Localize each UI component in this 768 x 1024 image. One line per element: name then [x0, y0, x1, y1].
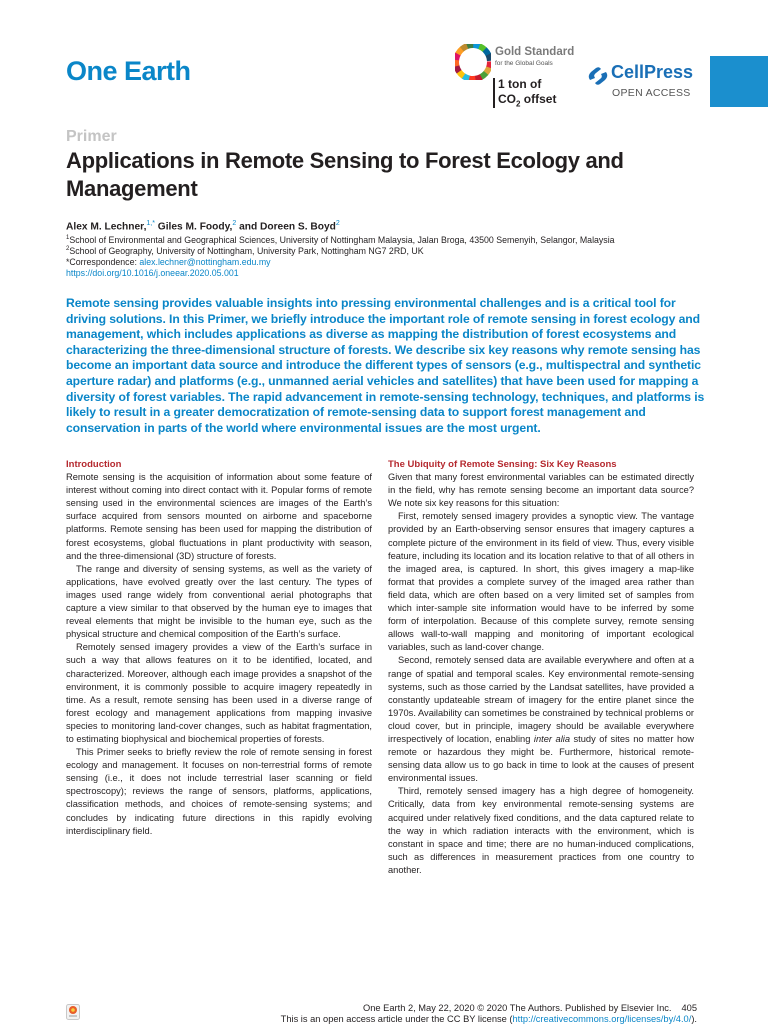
footer-citation: One Earth 2, May 22, 2020 © 2020 The Authors. Published by Elsevier Inc. 405 — [362, 1003, 697, 1013]
article-title: Applications in Remote Sensing to Forest Ecology and Management — [66, 148, 624, 201]
author-affiliation-mark: 2 — [335, 220, 340, 227]
author-name: Giles M. Foody, — [154, 221, 233, 233]
cellpress-logo-text: CellPress — [611, 62, 694, 82]
author-list — [66, 220, 340, 232]
gold-standard-title: Gold Standard — [495, 46, 575, 58]
offset-line-2: $CO_2$ offset — [498, 92, 557, 109]
left-column — [66, 458, 372, 838]
body-paragraph: Second, remotely sensed data are available everywhere and often at a range of spatial and temporal scales. Key environmental remote-sensing systems, such as those carried by the Landsat satellites, have provided a constantly updateable stream of imagery for the entire planet since the 1970s. Availability can sometimes be constrained by technical problems or cloud cover, but in principle, imagery should be available everywhere irrespectively of location, enabling inter alia study of sites no matter how remote or hazardous they might be. Furthermore, historical remote-sensing data allow us to go back in time to look at the causes of present environmental issues. — [388, 655, 694, 784]
section-heading-six-reasons: The Ubiquity of Remote Sensing: Six Key Reasons — [388, 459, 617, 470]
open-access-label: OPEN ACCESS — [612, 87, 691, 99]
gold-standard-wheel-icon — [455, 44, 491, 80]
body-paragraph: Third, remotely sensed imagery has a high degree of homogeneity. Critically, data from key environmental remote-sensing systems are acquired under relatively fixed conditions, and the data captured relate to the way in which radiation interacts with the environment, which is constant in space and time; there are no human-induced complications, such as differences in measurement practices from one country to another. — [388, 786, 694, 875]
license-link[interactable]: http://creativecommons.org/licenses/by/4.0/ — [512, 1014, 692, 1024]
section-color-tab — [710, 56, 768, 107]
right-column — [388, 458, 694, 877]
body-paragraph: Given that many forest environmental variables can be estimated directly in the field, why has remote sensing become an important data source? We note six key reasons for this situation: — [388, 472, 694, 509]
affiliation-1: $^1$School of Environmental and Geographical Sciences, University of Nottingham Malaysia, Jalan Broga, 43500 Semenyih, Selangor, Malaysia — [66, 235, 615, 245]
body-paragraph: First, remotely sensed imagery provides a synoptic view. The vantage provided by an Earth-observing sensor ensures that imagery captures a complete picture of the environment in its field of view. Thus, every visible feature, including its location and its location relative to that of all others in the imaged area, is captured. In short, this gives imagery a map-like format that provides a complete survey of the imaged area rather than field data, which are often based on a very limited set of samples from which inter-sample site information would have to be inferred by some form of interpolation. Because of this complete survey, remote sensing allows wall-to-wall mapping and monitoring of important ecological variables, such as land-cover change. — [388, 511, 694, 653]
author-name: Alex M. Lechner, — [66, 221, 147, 233]
abstract: Remote sensing provides valuable insights into pressing environmental challenges and is a critical tool for driving solutions. In this Primer, we briefly introduce the important role of remote sensing in forest ecology and management, which includes applications as diverse as mapping the distribution of forest ecosystems and characterizing the three-dimensional structure of forests. We describe six key reasons why remote sensing has become an important data source and introduce the different types of sensors (e.g., multispectral and synthetic aperture radar) and platforms (e.g., unmanned aerial vehicles and satellites) that have been used for mapping a diversity of forest variables. The rapid advancement in remote-sensing technology, techniques, and platforms is likely to result in a greater democratization of remote-sensing data to support forest management and conservation in parts of the world where environmental issues are the most urgent. — [66, 296, 705, 435]
article-type: Primer — [66, 128, 117, 145]
cellpress-logo-icon — [587, 66, 609, 86]
doi-line — [66, 268, 239, 278]
correspondence-email-link[interactable]: alex.lechner@nottingham.edu.my — [139, 257, 271, 267]
body-paragraph: This Primer seeks to briefly review the role of remote sensing in forest ecology and management. It focuses on non-terrestrial forms of remote sensing (i.e., it does not include terrestrial laser scanning or field spectroscopy); reviews the range of sensors, platforms, applications, classification methods, and choices of remote-sensing systems; and concludes by indicating future directions in this rapidly evolving interdisciplinary field. — [66, 747, 372, 836]
gold-standard-badge — [455, 44, 575, 108]
author-name: and Doreen S. Boyd — [236, 221, 336, 233]
gold-standard-subtitle: for the Global Goals — [495, 60, 553, 67]
author-affiliation-mark: 2 — [232, 220, 237, 227]
footer-license: This is an open access article under the CC BY license (http://creativecommons.org/licenses/by/4.0/). — [280, 1014, 697, 1024]
gold-standard-divider — [493, 78, 495, 108]
affiliation-2: $^2$School of Geography, University of Nottingham, University Park, Nottingham NG7 2RD, UK — [66, 246, 424, 256]
section-heading-introduction: Introduction — [66, 459, 122, 470]
doi-link[interactable]: https://doi.org/10.1016/j.oneear.2020.05.001 — [66, 268, 239, 278]
body-paragraph: The range and diversity of sensing systems, as well as the variety of applications, have evolved greatly over the last century. The types of images used range widely from conventional aerial photographs that capture a view similar to that observed by the human eye to images that reveal elements that might be invisible to the human eye, such as the physical structure and chemical composition of the Earth’s surface. — [66, 563, 372, 640]
body-paragraph: Remote sensing is the acquisition of information about some feature of interest without coming into direct contact with it. Popular forms of remote sensing used in the environmental sciences are images of the Earth’s surface acquired from sensors mounted on airborne and spaceborne platforms. Remote sensing has been used for mapping the distribution of forest ecosystems, global fluctuations in plant productivity with season, and the three-dimensional (3D) structure of forests. — [66, 472, 372, 561]
correspondence: *Correspondence: alex.lechner@nottingham.edu.my — [66, 257, 271, 267]
offset-line-1: 1 ton of — [498, 77, 542, 91]
page-number: 405 — [681, 1003, 697, 1013]
body-paragraph: Remotely sensed imagery provides a view of the Earth’s surface in such a way that allows features on it to be identified, located, and characterized. Moreover, although each image provides a snapshot of the environment, it is commonly possible to acquire imagery repeatedly in time. As a result, remote sensing has been used in a diverse range of forest ecology and management applications from mapping invasive species to monitoring land-cover changes, such as habitat fragmentation, to estimating biophysical and biochemical properties of forests. — [66, 642, 372, 744]
journal-logo: One Earth — [66, 56, 191, 86]
author-affiliation-mark: 1,* — [146, 220, 155, 227]
check-for-updates-icon[interactable] — [66, 1004, 80, 1020]
